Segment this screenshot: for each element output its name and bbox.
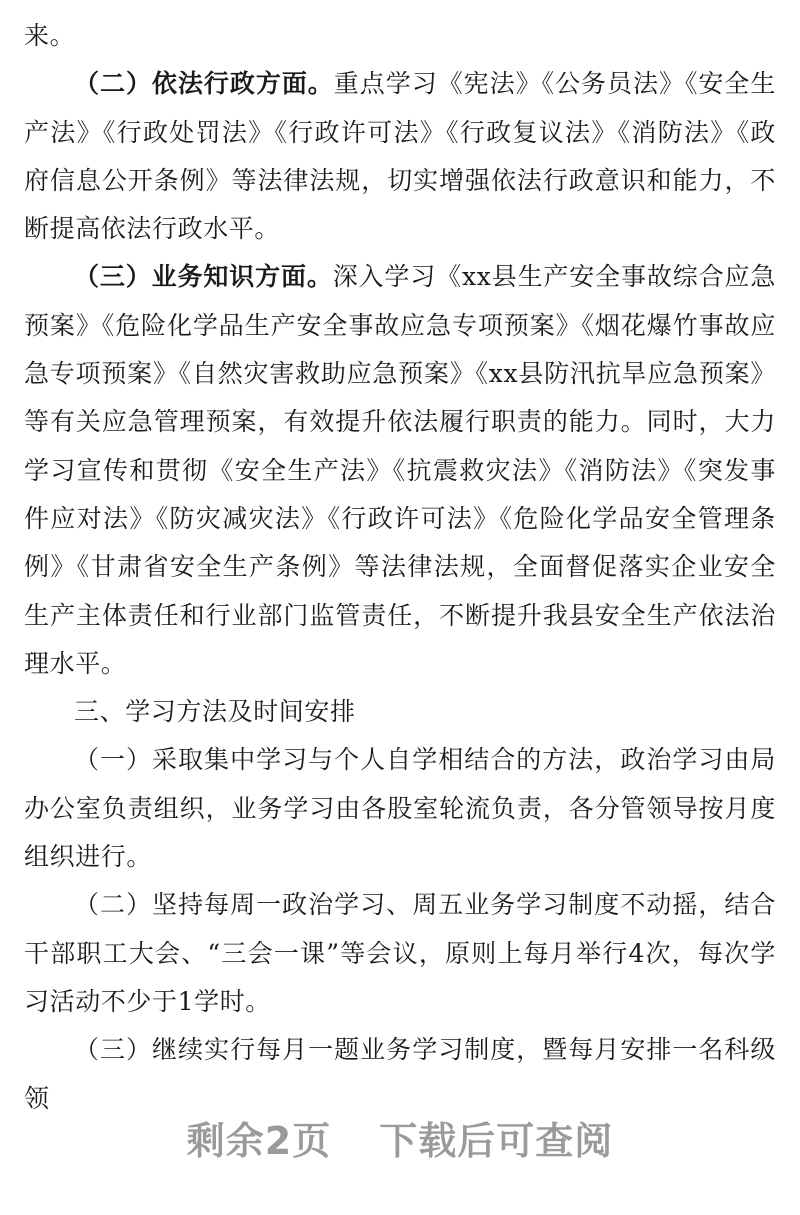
paragraph-method-1 — [24, 736, 776, 881]
paragraph-text: （三）继续实行每月一题业务学习制度，暨每月安排一名科级领 — [24, 1035, 776, 1113]
paragraph-heading: （二）依法行政方面。 — [74, 69, 334, 99]
paragraph-text: （二）坚持每周一政治学习、周五业务学习制度不动摇，结合干部职工大会、“三会一课”等会议，原则上每月举行4次，每次学习活动不少于1学时。 — [24, 890, 776, 1016]
paragraph-business-knowledge — [24, 253, 776, 688]
paragraph-method-3 — [24, 1026, 776, 1123]
paragraph-text: 深入学习《xx县生产安全事故综合应急预案》《危险化学品生产安全事故应急专项预案》《烟花爆竹事故应急专项预案》《自然灾害救助应急预案》《xx县防汛抗旱应急预案》等有关应急管理预案，有效提升依法履行职责的能力。同时，大力学习宣传和贯彻《安全生产法》《抗震救灾法》《消防法》《突发事件应对法》《防灾减灾法》《行政许可法》《危险化学品安全管理条例》《甘肃省安全生产条例》等法律法规，全面督促落实企业安全生产主体责任和行业部门监管责任，不断提升我县安全生产依法治理水平。 — [24, 262, 776, 678]
paragraph-text: （一）采取集中学习与个人自学相结合的方法，政治学习由局办公室负责组织，业务学习由各股室轮流负责，各分管领导按月度组织进行。 — [24, 745, 776, 872]
paragraph-text: 来。 — [24, 21, 76, 50]
section-heading-text: 三、学习方法及时间安排 — [74, 697, 356, 727]
remaining-pages-label: 剩余2页 — [186, 1119, 332, 1163]
document-body — [24, 12, 776, 1123]
paragraph-law-administration — [24, 60, 776, 253]
paragraph-method-2 — [24, 881, 776, 1026]
paragraph-heading: （三）业务知识方面。 — [74, 262, 333, 292]
section-heading-methods — [24, 688, 776, 736]
download-prompt-footer[interactable] — [0, 1110, 800, 1165]
paragraph-text: 重点学习《宪法》《公务员法》《安全生产法》《行政处罚法》《行政许可法》《行政复议法》《消防法》《政府信息公开条例》等法律法规，切实增强依法行政意识和能力，不断提高依法行政水平。 — [24, 69, 776, 244]
download-to-view-label: 下载后可查阅 — [379, 1119, 614, 1163]
paragraph-continuation — [24, 12, 776, 60]
